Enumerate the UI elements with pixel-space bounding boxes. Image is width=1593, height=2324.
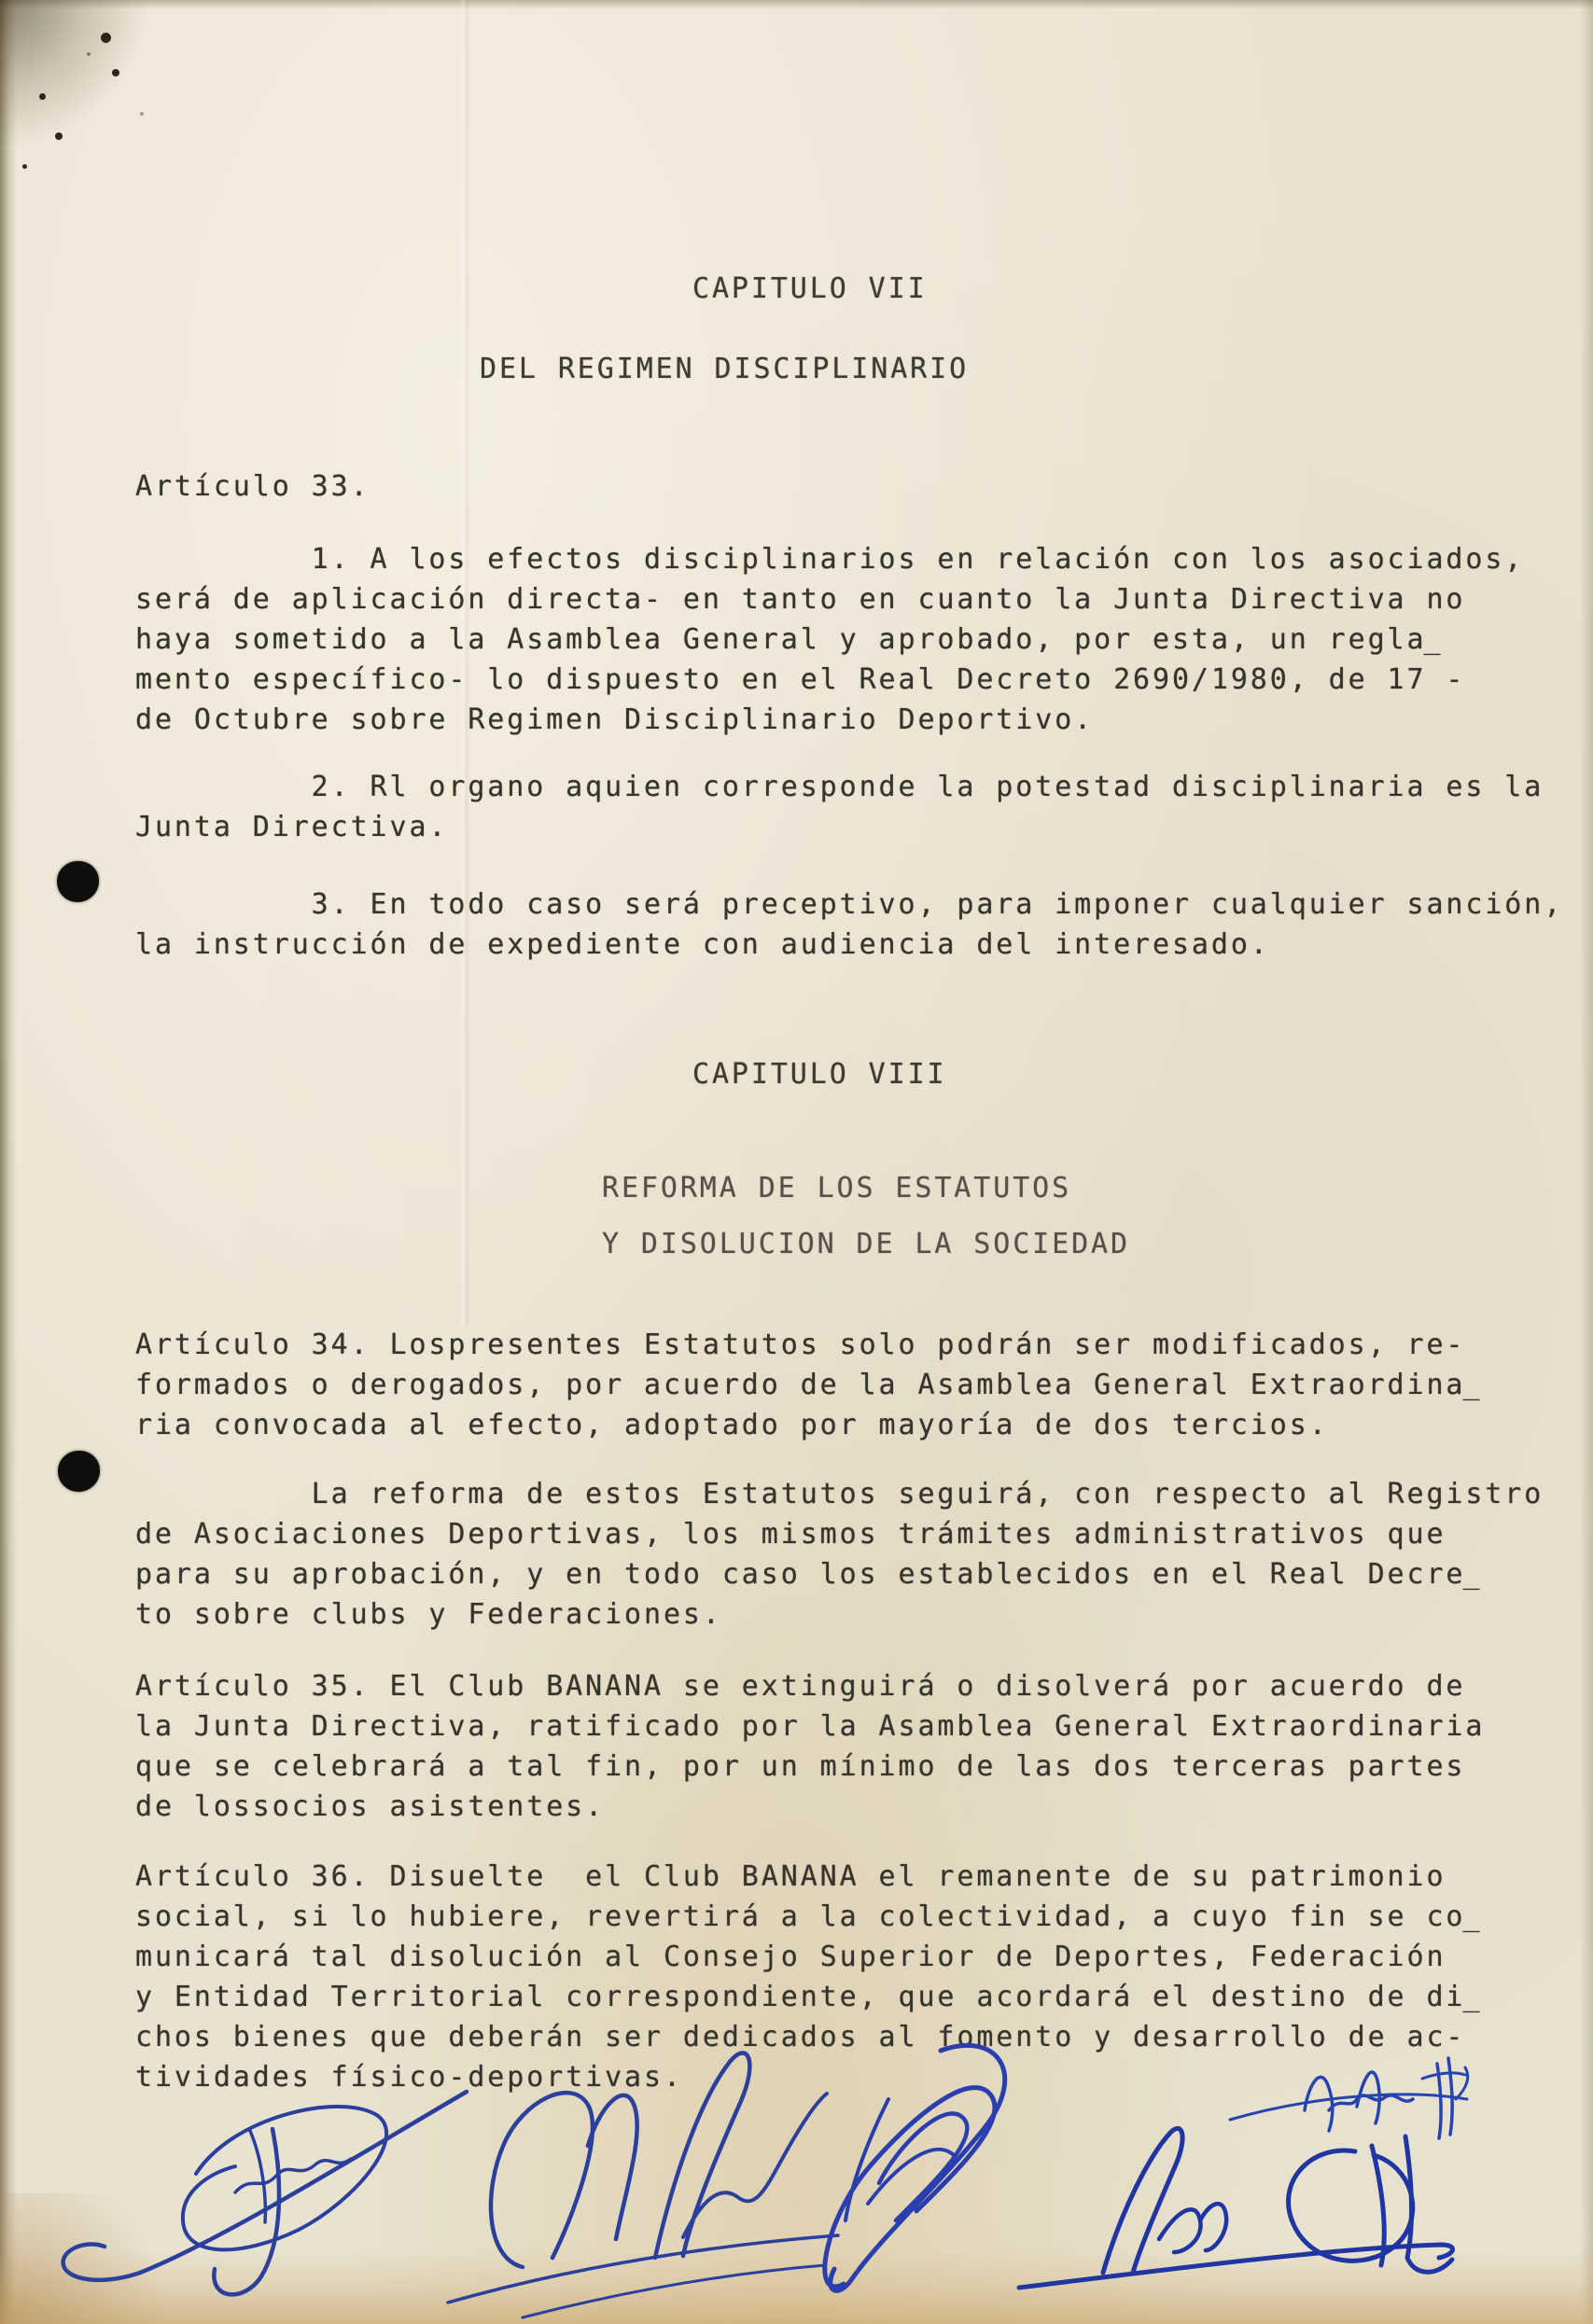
text-line: municará tal disolución al Consejo Superior de Deportes, Federación xyxy=(135,1941,1446,1973)
chapter8-subheading-line1: REFORMA DE LOS ESTATUTOS xyxy=(602,1172,1072,1204)
chapter8-subheading-line2: Y DISOLUCION DE LA SOCIEDAD xyxy=(602,1228,1130,1260)
text-line: 2. Rl organo aquien corresponde la potestad disciplinaria es la xyxy=(135,771,1544,803)
signature-4 xyxy=(1230,2058,1468,2138)
article33-label: Artículo 33. xyxy=(135,470,370,503)
text-line: la Junta Directiva, ratificado por la Asamblea General Extraordinaria xyxy=(135,1710,1486,1743)
signature-5 xyxy=(1019,2128,1453,2288)
text-line: 3. En todo caso será preceptivo, para imponer cualquier sanción, xyxy=(135,888,1564,921)
text-line: mento específico- lo dispuesto en el Real Decreto 2690/1980, de 17 - xyxy=(135,663,1466,696)
text-line: Junta Directiva. xyxy=(135,811,449,843)
text-line: chos bienes que deberán ser dedicados al fomento y desarrollo de ac- xyxy=(135,2021,1466,2053)
text-line: to sobre clubs y Federaciones. xyxy=(135,1598,722,1631)
text-line: y Entidad Territorial correspondiente, que acordará el destino de di̲ xyxy=(135,1981,1483,2013)
text-line: social, si lo hubiere, revertirá a la colectividad, a cuyo fin se co̲ xyxy=(135,1900,1483,1933)
text-line: ria convocada al efecto, adoptado por mayoría de dos tercios. xyxy=(135,1409,1329,1441)
text-line: Artículo 34. Lospresentes Estatutos solo podrán ser modificados, re- xyxy=(135,1329,1466,1361)
text-line: formados o derogados, por acuerdo de la Asamblea General Extraordina̲ xyxy=(135,1369,1483,1401)
signature-1 xyxy=(63,2092,467,2294)
signature-2 xyxy=(448,2053,838,2317)
text-line: haya sometido a la Asamblea General y aprobado, por esta, un regla̲ xyxy=(135,623,1444,656)
text-line: la instrucción de expediente con audiencia del interesado. xyxy=(135,928,1270,961)
text-line: La reforma de estos Estatutos seguirá, con respecto al Registro xyxy=(135,1478,1544,1510)
chapter7-subheading: DEL REGIMEN DISCIPLINARIO xyxy=(480,353,970,385)
text-line: 1. A los efectos disciplinarios en relación con los asociados, xyxy=(135,543,1525,576)
text-line: Artículo 35. El Club BANANA se extinguirá o disolverá por acuerdo de xyxy=(135,1670,1466,1703)
chapter8-heading: CAPITULO VIII xyxy=(692,1058,947,1091)
text-line: de Octubre sobre Regimen Disciplinario Deportivo. xyxy=(135,703,1095,736)
text-line: de lossocios asistentes. xyxy=(135,1790,606,1823)
text-line: de Asociaciones Deportivas, los mismos trámites administrativos que xyxy=(135,1518,1446,1551)
text-line: Artículo 36. Disuelte el Club BANANA el remanente de su patrimonio xyxy=(135,1860,1446,1893)
signature-3 xyxy=(825,2045,1005,2290)
text-line: será de aplicación directa- en tanto en cuanto la Junta Directiva no xyxy=(135,583,1466,616)
chapter7-heading: CAPITULO VII xyxy=(692,272,928,305)
text-line: que se celebrará a tal fin, por un mínimo de las dos terceras partes xyxy=(135,1750,1466,1783)
text-line: tividades físico-deportivas. xyxy=(135,2061,683,2094)
text-line: para su aprobación, y en todo caso los establecidos en el Real Decre̲ xyxy=(135,1558,1483,1591)
